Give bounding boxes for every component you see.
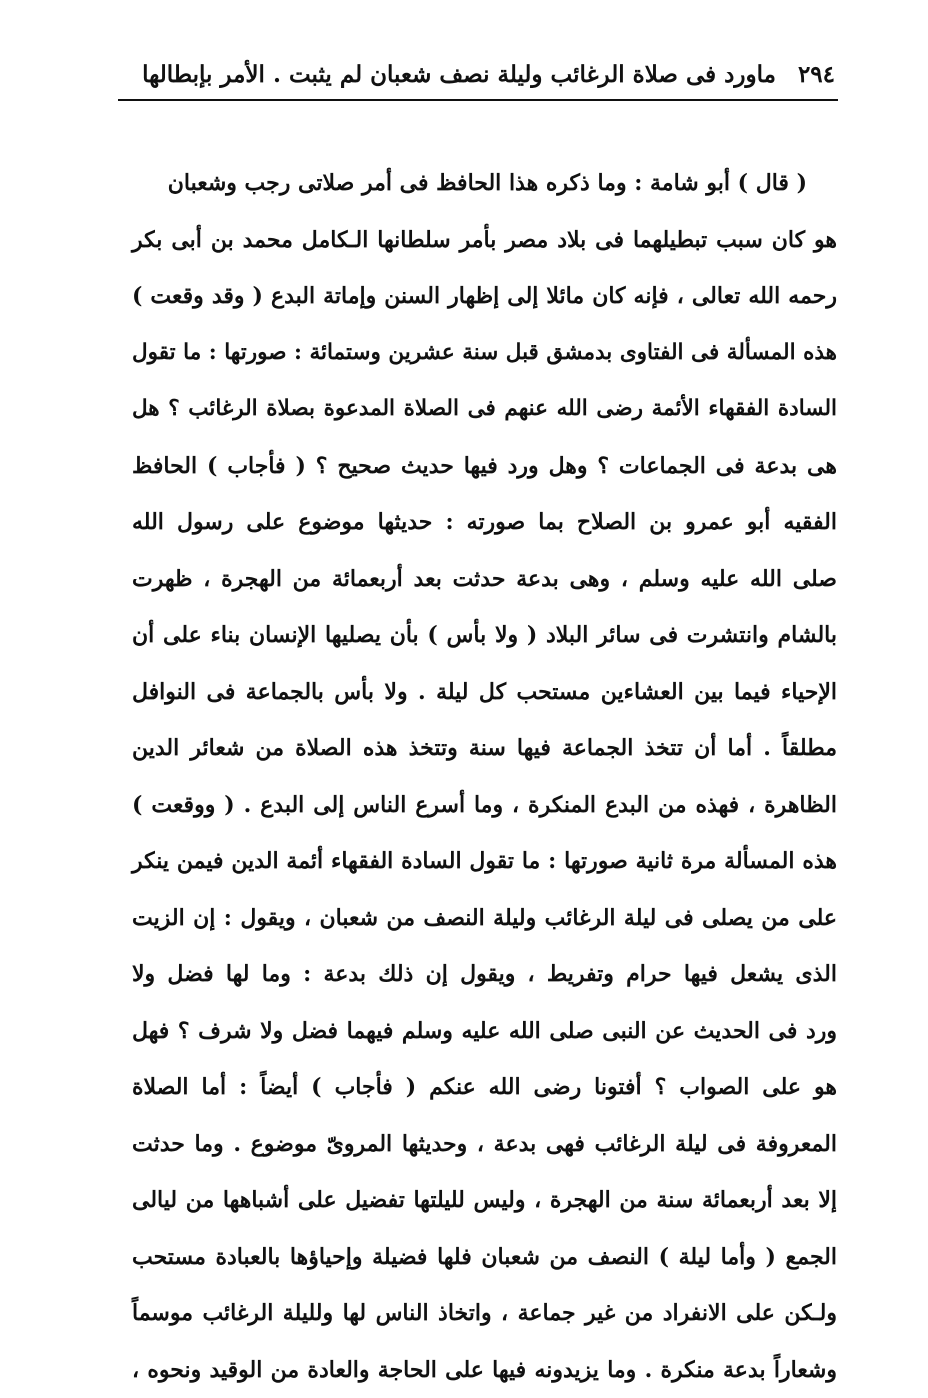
- text-line: مطلقاً . أما أن تتخذ الجماعة فيها سنة وتتخذ هذه الصلاة من شعائر الدين: [132, 720, 837, 777]
- header-rule: [118, 99, 838, 101]
- text-line: إلا بعد أربعمائة سنة من الهجرة ، وليس لليلتها تفضيل على أشباهها من ليالى: [132, 1172, 837, 1229]
- text-line: هى بدعة فى الجماعات ؟ وهل ورد فيها حديث صحيح ؟ ( فأجاب ) الحافظ: [132, 438, 837, 495]
- text-line: الفقيه أبو عمرو بن الصلاح بما صورته : حديثها موضوع على رسول الله: [132, 494, 837, 551]
- text-line: ( قال ) أبو شامة : وما ذكره هذا الحافظ فى أمر صلاتى رجب وشعبان: [132, 155, 837, 212]
- text-line: رحمه الله تعالى ، فإنه كان مائلا إلى إظهار السنن وإماتة البدع ( وقد وقعت ): [132, 268, 837, 325]
- text-line: المعروفة فى ليلة الرغائب فهى بدعة ، وحديثها المروىّ موضوع . وما حدثت: [132, 1116, 837, 1173]
- text-line: الجمع ( وأما ليلة ) النصف من شعبان فلها فضيلة وإحياؤها بالعبادة مستحب: [132, 1229, 837, 1286]
- body-text: [132, 155, 837, 1335]
- text-line: هو على الصواب ؟ أفتونا رضى الله عنكم ( فأجاب ) أيضاً : أما الصلاة: [132, 1059, 837, 1116]
- text-line: ولـكن على الانفراد من غير جماعة ، واتخاذ الناس لها ولليلة الرغائب موسماً: [132, 1285, 837, 1342]
- text-line: على من يصلى فى ليلة الرغائب وليلة النصف من شعبان ، ويقول : إن الزيت: [132, 890, 837, 947]
- text-line: هذه المسألة مرة ثانية صورتها : ما تقول السادة الفقهاء أئمة الدين فيمن ينكر: [132, 833, 837, 890]
- text-line: صلى الله عليه وسلم ، وهى بدعة حدثت بعد أربعمائة من الهجرة ، ظهرت: [132, 551, 837, 608]
- text-line: هو كان سبب تبطيلهما فى بلاد مصر بأمر سلطانها الـكامل محمد بن أبى بكر: [132, 212, 837, 269]
- text-line: ورد فى الحديث عن النبى صلى الله عليه وسلم فيهما فضل ولا شرف ؟ فهل: [132, 1003, 837, 1060]
- text-line: السادة الفقهاء الأئمة رضى الله عنهم فى الصلاة المدعوة بصلاة الرغائب ؟ هل: [132, 381, 837, 438]
- text-line: الظاهرة ، فهذه من البدع المنكرة ، وما أسرع الناس إلى البدع . ( ووقعت ): [132, 777, 837, 834]
- text-line: بالشام وانتشرت فى سائر البلاد ( ولا بأس ) بأن يصليها الإنسان بناء على أن: [132, 607, 837, 664]
- text-line: هذه المسألة فى الفتاوى بدمشق قبل سنة عشرين وستمائة : صورتها : ما تقول: [132, 325, 837, 382]
- running-title: ماورد فى صلاة الرغائب وليلة نصف شعبان لم يثبت . الأمر بإبطالها: [120, 61, 776, 88]
- text-line: الإحياء فيما بين العشاءين مستحب كل ليلة . ولا بأس بالجماعة فى النوافل: [132, 664, 837, 721]
- page-number: ٢٩٤: [798, 61, 835, 88]
- running-header: [120, 52, 835, 96]
- text-line: وشعاراً بدعة منكرة . وما يزيدونه فيها على الحاجة والعادة من الوقيد ونحوه ،: [132, 1342, 837, 1398]
- text-line: الذى يشعل فيها حرام وتفريط ، ويقول إن ذلك بدعة : وما لها فضل ولا: [132, 946, 837, 1003]
